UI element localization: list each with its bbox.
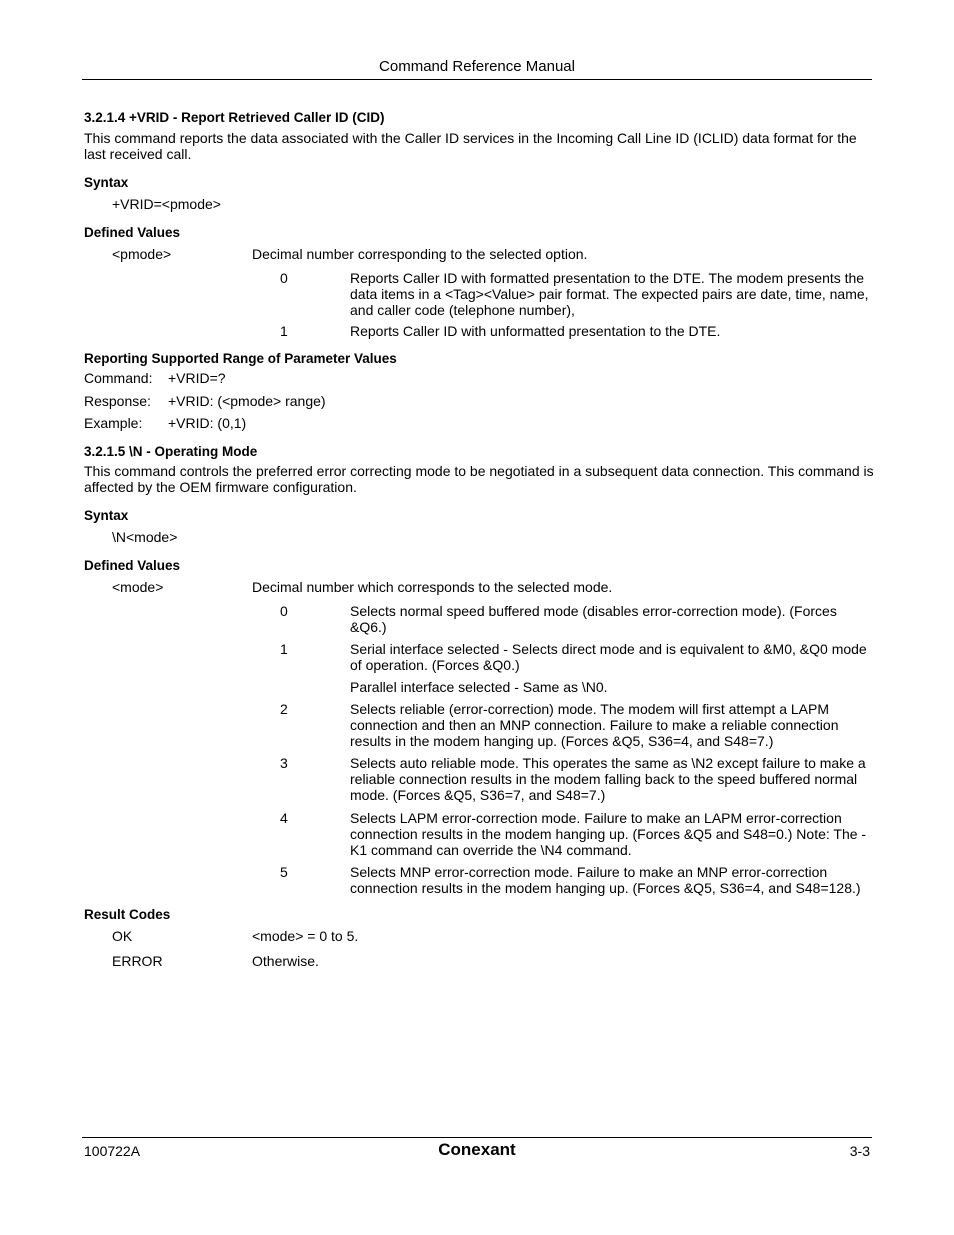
- result-code: OK: [112, 928, 133, 944]
- range-row-label: Response:: [84, 393, 151, 409]
- defined-values-label: Defined Values: [84, 558, 181, 573]
- option-description: Serial interface selected - Selects direct mode and is equivalent to &M0, &Q0 mode of operation. (Forces &Q0.): [350, 641, 867, 673]
- page-number: 3-3: [849, 1143, 870, 1159]
- section-heading-n: 3.2.1.5 \N - Operating Mode: [84, 444, 258, 459]
- option-description: Parallel interface selected - Same as \N0.: [350, 679, 608, 695]
- parameter-name: <pmode>: [112, 246, 172, 262]
- result-codes-label: Result Codes: [84, 907, 171, 922]
- option-value: 1: [280, 641, 288, 657]
- section-heading-vrid: 3.2.1.4 +VRID - Report Retrieved Caller ID (CID): [84, 110, 385, 125]
- syntax-text: +VRID=<pmode>: [112, 196, 221, 212]
- option-description: Reports Caller ID with formatted presentation to the DTE. The modem presents the data items in a <Tag><Value> pair format. The expected pairs are date, time, name, and caller code (telephone number),: [350, 270, 869, 318]
- result-code: ERROR: [112, 953, 163, 969]
- option-description: Selects normal speed buffered mode (disables error-correction mode). (Forces &Q6.): [350, 603, 837, 635]
- syntax-text: \N<mode>: [112, 529, 178, 545]
- option-value: 5: [280, 864, 288, 880]
- result-description: Otherwise.: [252, 953, 319, 969]
- parameter-description: Decimal number which corresponds to the selected mode.: [252, 579, 613, 595]
- parameter-description: Decimal number corresponding to the selected option.: [252, 246, 588, 262]
- section-intro-vrid: This command reports the data associated with the Caller ID services in the Incoming Call Line ID (ICLID) data format for the last received call.: [84, 130, 857, 162]
- option-description: Selects MNP error-correction mode. Failure to make an MNP error-correction connection results in the modem hanging up. (Forces &Q5, S36=4, and S48=128.): [350, 864, 861, 896]
- range-row-value: +VRID=?: [168, 370, 226, 386]
- option-description: Reports Caller ID with unformatted presentation to the DTE.: [350, 323, 721, 339]
- option-description: Selects auto reliable mode. This operates the same as \N2 except failure to make a reliable connection results in the modem falling back to the speed buffered normal mode. (Forces &Q5, S36=7, and S48=7.): [350, 755, 866, 803]
- document-number: 100722A: [84, 1143, 141, 1159]
- defined-values-label: Defined Values: [84, 225, 181, 240]
- header-rule: [82, 79, 872, 80]
- option-value: 0: [280, 603, 288, 619]
- syntax-label: Syntax: [84, 508, 129, 523]
- range-row-value: +VRID: (<pmode> range): [168, 393, 326, 409]
- option-value: 0: [280, 270, 288, 286]
- option-value: 1: [280, 323, 288, 339]
- option-value: 3: [280, 755, 288, 771]
- option-value: 2: [280, 701, 288, 717]
- range-row-value: +VRID: (0,1): [168, 415, 247, 431]
- parameter-name: <mode>: [112, 579, 164, 595]
- section-intro-n: This command controls the preferred error correcting mode to be negotiated in a subsequent data connection. This command is affected by the OEM firmware configuration.: [84, 463, 874, 495]
- range-heading: Reporting Supported Range of Parameter Values: [84, 351, 397, 366]
- option-description: Selects reliable (error-correction) mode. The modem will first attempt a LAPM connection and then an MNP connection. Failure to make a reliable connection results in the modem hanging up. (Forces &Q5, S36=4, and S48=7.): [350, 701, 839, 749]
- running-header: Command Reference Manual: [379, 58, 575, 75]
- range-row-label: Example:: [84, 415, 143, 431]
- option-description: Selects LAPM error-correction mode. Failure to make an LAPM error-correction connection results in the modem hanging up. (Forces &Q5 and S48=0.) Note: The -K1 command can override the \N4 command.: [350, 810, 867, 858]
- footer-rule: [82, 1137, 872, 1138]
- brand-name: Conexant: [438, 1140, 516, 1159]
- result-description: <mode> = 0 to 5.: [252, 928, 359, 944]
- syntax-label: Syntax: [84, 175, 129, 190]
- range-row-label: Command:: [84, 370, 153, 386]
- option-value: 4: [280, 810, 288, 826]
